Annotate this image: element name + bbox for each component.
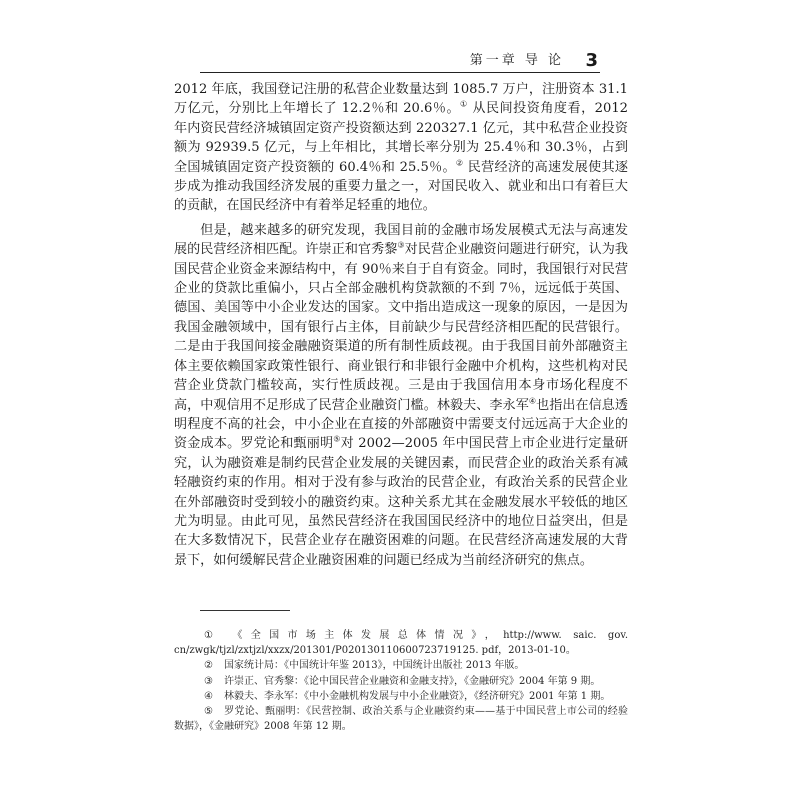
chapter-title: 第一章 导 论 — [469, 53, 564, 68]
footnote-ref-5: ⑤ — [333, 434, 341, 444]
paragraph-2-text-d: 对 2002—2005 年中国民营上市企业进行定量研究，认为融资难是制约民营企业发展的关键因素，而民营企业的政治关系有减轻融资约束的作用。相对于没有参与政治的民营企业，有政治关系的民营企业在外部融资时受到较小的融资约束。这种关系尤其在金融发展水平较低的地区尤为明显。由此可见，虽然民营经济在我国国民经济中的地位日益突出，但是在大多数情况下，民营企业存在融资困难的问题。在民营经济高速发展的大背景下，如何缓解民营企业融资困难的问题已经成为当前经济研究的焦点。 — [174, 436, 629, 568]
paragraph-2-text-a: 但是，越来越多的研究发现，我国目前的金融市场发展模式无法与高速发展的民营经济相匹配。许崇正和官秀黎 — [174, 222, 628, 258]
paragraph-1 — [174, 80, 628, 216]
paragraph-2-text-c: 也指出在信息透明程度不高的社会，中小企业在直接的外部融资中需要支付远远高于大企业的资金成本。罗党论和甄丽明 — [174, 397, 629, 452]
main-text — [174, 80, 628, 570]
footnote-ref-4: ④ — [528, 396, 537, 406]
footnote-separator — [200, 610, 290, 611]
footnote-ref-2: ② — [455, 158, 464, 168]
footnote-text: 许崇正、官秀黎：《论中国民营企业融资和金融支持》，《金融研究》2004 年第 9 期。 — [224, 675, 601, 687]
footnote-mark: ③ — [204, 675, 213, 687]
footnote-5 — [174, 704, 628, 734]
page-number: 3 — [585, 50, 598, 71]
footnote-mark: ② — [204, 660, 213, 672]
footnote-1 — [174, 628, 628, 658]
footnote-mark: ① — [204, 630, 213, 641]
footnote-mark: ⑤ — [204, 706, 213, 718]
paragraph-1-text-b: 从民间投资角度看，2012 年内资民营经济城镇固定资产投资额达到 220327.1 亿元，其中私营企业投资额为 92939.5 亿元，与上年相比，其增长率分别为 25.4％和 30.3％，占到全国城镇固定资产投资额的 60.4％和 25.5％。 — [174, 101, 629, 175]
footnote-3 — [174, 674, 628, 689]
paragraph-2 — [174, 221, 628, 570]
running-header — [200, 46, 600, 73]
paragraph-1-text-a: 2012 年底，我国登记注册的私营企业数量达到 1085.7 万户，注册资本 31.1 万亿元，分别比上年增长了 12.2％和 20.6％。 — [174, 82, 628, 117]
footnote-text: 国家统计局：《中国统计年鉴 2013》，中国统计出版社 2013 年版。 — [224, 660, 525, 672]
footnote-4 — [174, 689, 628, 704]
footnote-text: 林毅夫、李永军：《中小金融机构发展与中小企业融资》，《经济研究》2001 年第 1 期。 — [224, 690, 611, 702]
footnote-2 — [174, 658, 628, 673]
footnote-ref-1: ① — [460, 100, 468, 110]
paragraph-1-text-c: 民营经济的高速发展使其逐步成为推动我国经济发展的重要力量之一，对国民收入、就业和出口有着巨大的贡献，在国民经济中有着举足轻重的地位。 — [174, 159, 628, 214]
footnote-mark: ④ — [204, 690, 213, 702]
footnote-ref-3: ③ — [397, 240, 405, 250]
footnotes — [174, 628, 628, 734]
footnote-text: 罗党论、甄丽明：《民营控制、政治关系与企业融资约束——基于中国民营上市公司的经验数据》，《金融研究》2008 年第 12 期。 — [174, 706, 628, 733]
paragraph-2-text-b: 对民营企业融资问题进行研究，认为我国民营企业资金来源结构中，有 90％来自于自有资金。同时，我国银行对民营企业的贷款比重偏小，只占全部金融机构贷款额的不到 7％，远远低于英国、德国、美国等中小企业发达的国家。文中指出造成这一现象的原因，一是因为我国金融领域中，国有银行占主体，目前缺少与民营经济相匹配的民营银行。二是由于我国间接金融融资渠道的所有制性质歧视。由于我国目前外部融资主体主要依赖国家政策性银行、商业银行和非银行金融中介机构，这些机构对民营企业贷款门槛较高，实行性质歧视。三是由于我国信用本身市场化程度不高，中观信用不足形成了民营企业融资门槛。林毅夫、李永军 — [174, 242, 629, 413]
footnote-text: 《全国市场主体发展总体情况》，http://www. saic. gov. cn/zwgk/tjzl/zxtjzl/xxzx/201301/P020130110600723719125. pdf，2013-01-10。 — [174, 630, 628, 657]
